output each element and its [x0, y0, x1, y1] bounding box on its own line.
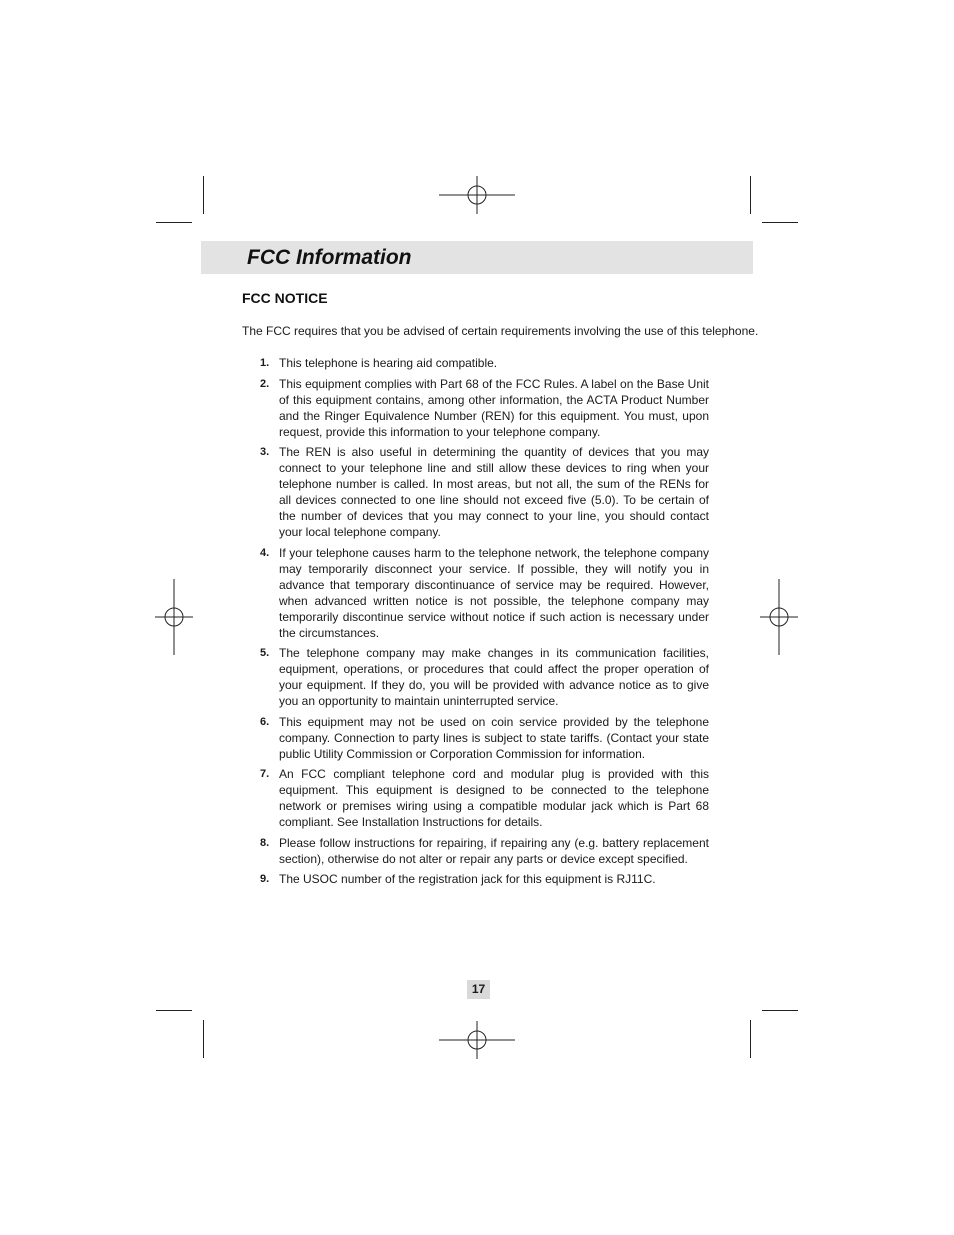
item-text: The telephone company may make changes in its communication facilities, equipment, operations, or procedures that could affect the proper operation of your equipment. If they do, you will be provided with advance notice as to give you an opportunity to maintain uninterrupted service.: [279, 646, 709, 708]
item-text: The USOC number of the registration jack for this equipment is RJ11C.: [279, 872, 656, 886]
crop-mark: [762, 1010, 798, 1011]
item-number: 9.: [260, 873, 270, 885]
list-item: [260, 714, 709, 762]
item-text: This equipment complies with Part 68 of the FCC Rules. A label on the Base Unit of this equipment contains, among other information, the ACTA Product Number and the Ringer Equivalence Number (REN) for this equipment. You must, upon request, provide this information to your telephone company.: [279, 376, 709, 439]
notice-list: [260, 355, 709, 892]
registration-mark-icon: [439, 176, 515, 214]
item-number: 7.: [260, 768, 270, 780]
page-title: FCC Information: [247, 246, 412, 269]
page-number: 17: [467, 980, 490, 999]
list-item: [260, 376, 709, 440]
item-number: 3.: [260, 446, 270, 458]
crop-mark: [156, 1010, 192, 1011]
item-text: Please follow instructions for repairing, if repairing any (e.g. battery replacement section), otherwise do not alter or repair any parts or device except specified.: [279, 835, 709, 866]
item-text: This equipment may not be used on coin service provided by the telephone company. Connection to party lines is subject to state tariffs. (Contact your state public Utility Commission or Corporation Commission for information.: [279, 714, 709, 761]
item-text: The REN is also useful in determining the quantity of devices that you may connect to your telephone line and still allow these devices to ring when your telephone number is called. In most areas, but not all, the sum of the RENs for all devices connected to one line should not exceed five (5.0). To be certain of the number of devices that you may connect to your line, you should contact your local telephone company.: [279, 445, 709, 539]
item-number: 8.: [260, 836, 270, 849]
registration-mark-icon: [439, 1021, 515, 1059]
registration-mark-icon: [760, 579, 798, 655]
crop-mark: [762, 222, 798, 223]
list-item: [260, 766, 709, 830]
list-item: [260, 545, 709, 641]
list-item: [260, 444, 709, 540]
list-item: [260, 355, 709, 371]
crop-mark: [750, 1020, 751, 1058]
list-item: [260, 645, 709, 709]
intro-paragraph: The FCC requires that you be advised of certain requirements involving the use of this telephone.: [242, 324, 759, 338]
crop-mark: [203, 1020, 204, 1058]
item-number: 4.: [260, 546, 270, 559]
crop-mark: [156, 222, 192, 223]
header-band: [201, 241, 753, 274]
item-text: If your telephone causes harm to the telephone network, the telephone company may temporarily disconnect your service. If possible, they will notify you in advance that temporary discontinuance of service may be required. However, when advanced written notice is not possible, the telephone company may temporarily discontinue service without notice if such action is necessary under the circumstances.: [279, 545, 709, 640]
item-text: This telephone is hearing aid compatible.: [279, 356, 498, 370]
item-number: 1.: [260, 357, 270, 369]
section-heading: FCC NOTICE: [242, 290, 328, 306]
list-item: [260, 835, 709, 867]
item-number: 2.: [260, 377, 270, 390]
registration-mark-icon: [155, 579, 193, 655]
item-number: 6.: [260, 715, 270, 728]
item-number: 5.: [260, 647, 270, 659]
list-item: [260, 871, 709, 887]
item-text: An FCC compliant telephone cord and modular plug is provided with this equipment. This equipment is designed to be connected to the telephone network or premises wiring using a compatible modular jack which is Part 68 compliant. See Installation Instructions for details.: [279, 767, 709, 829]
crop-mark: [203, 176, 204, 214]
crop-mark: [750, 176, 751, 214]
